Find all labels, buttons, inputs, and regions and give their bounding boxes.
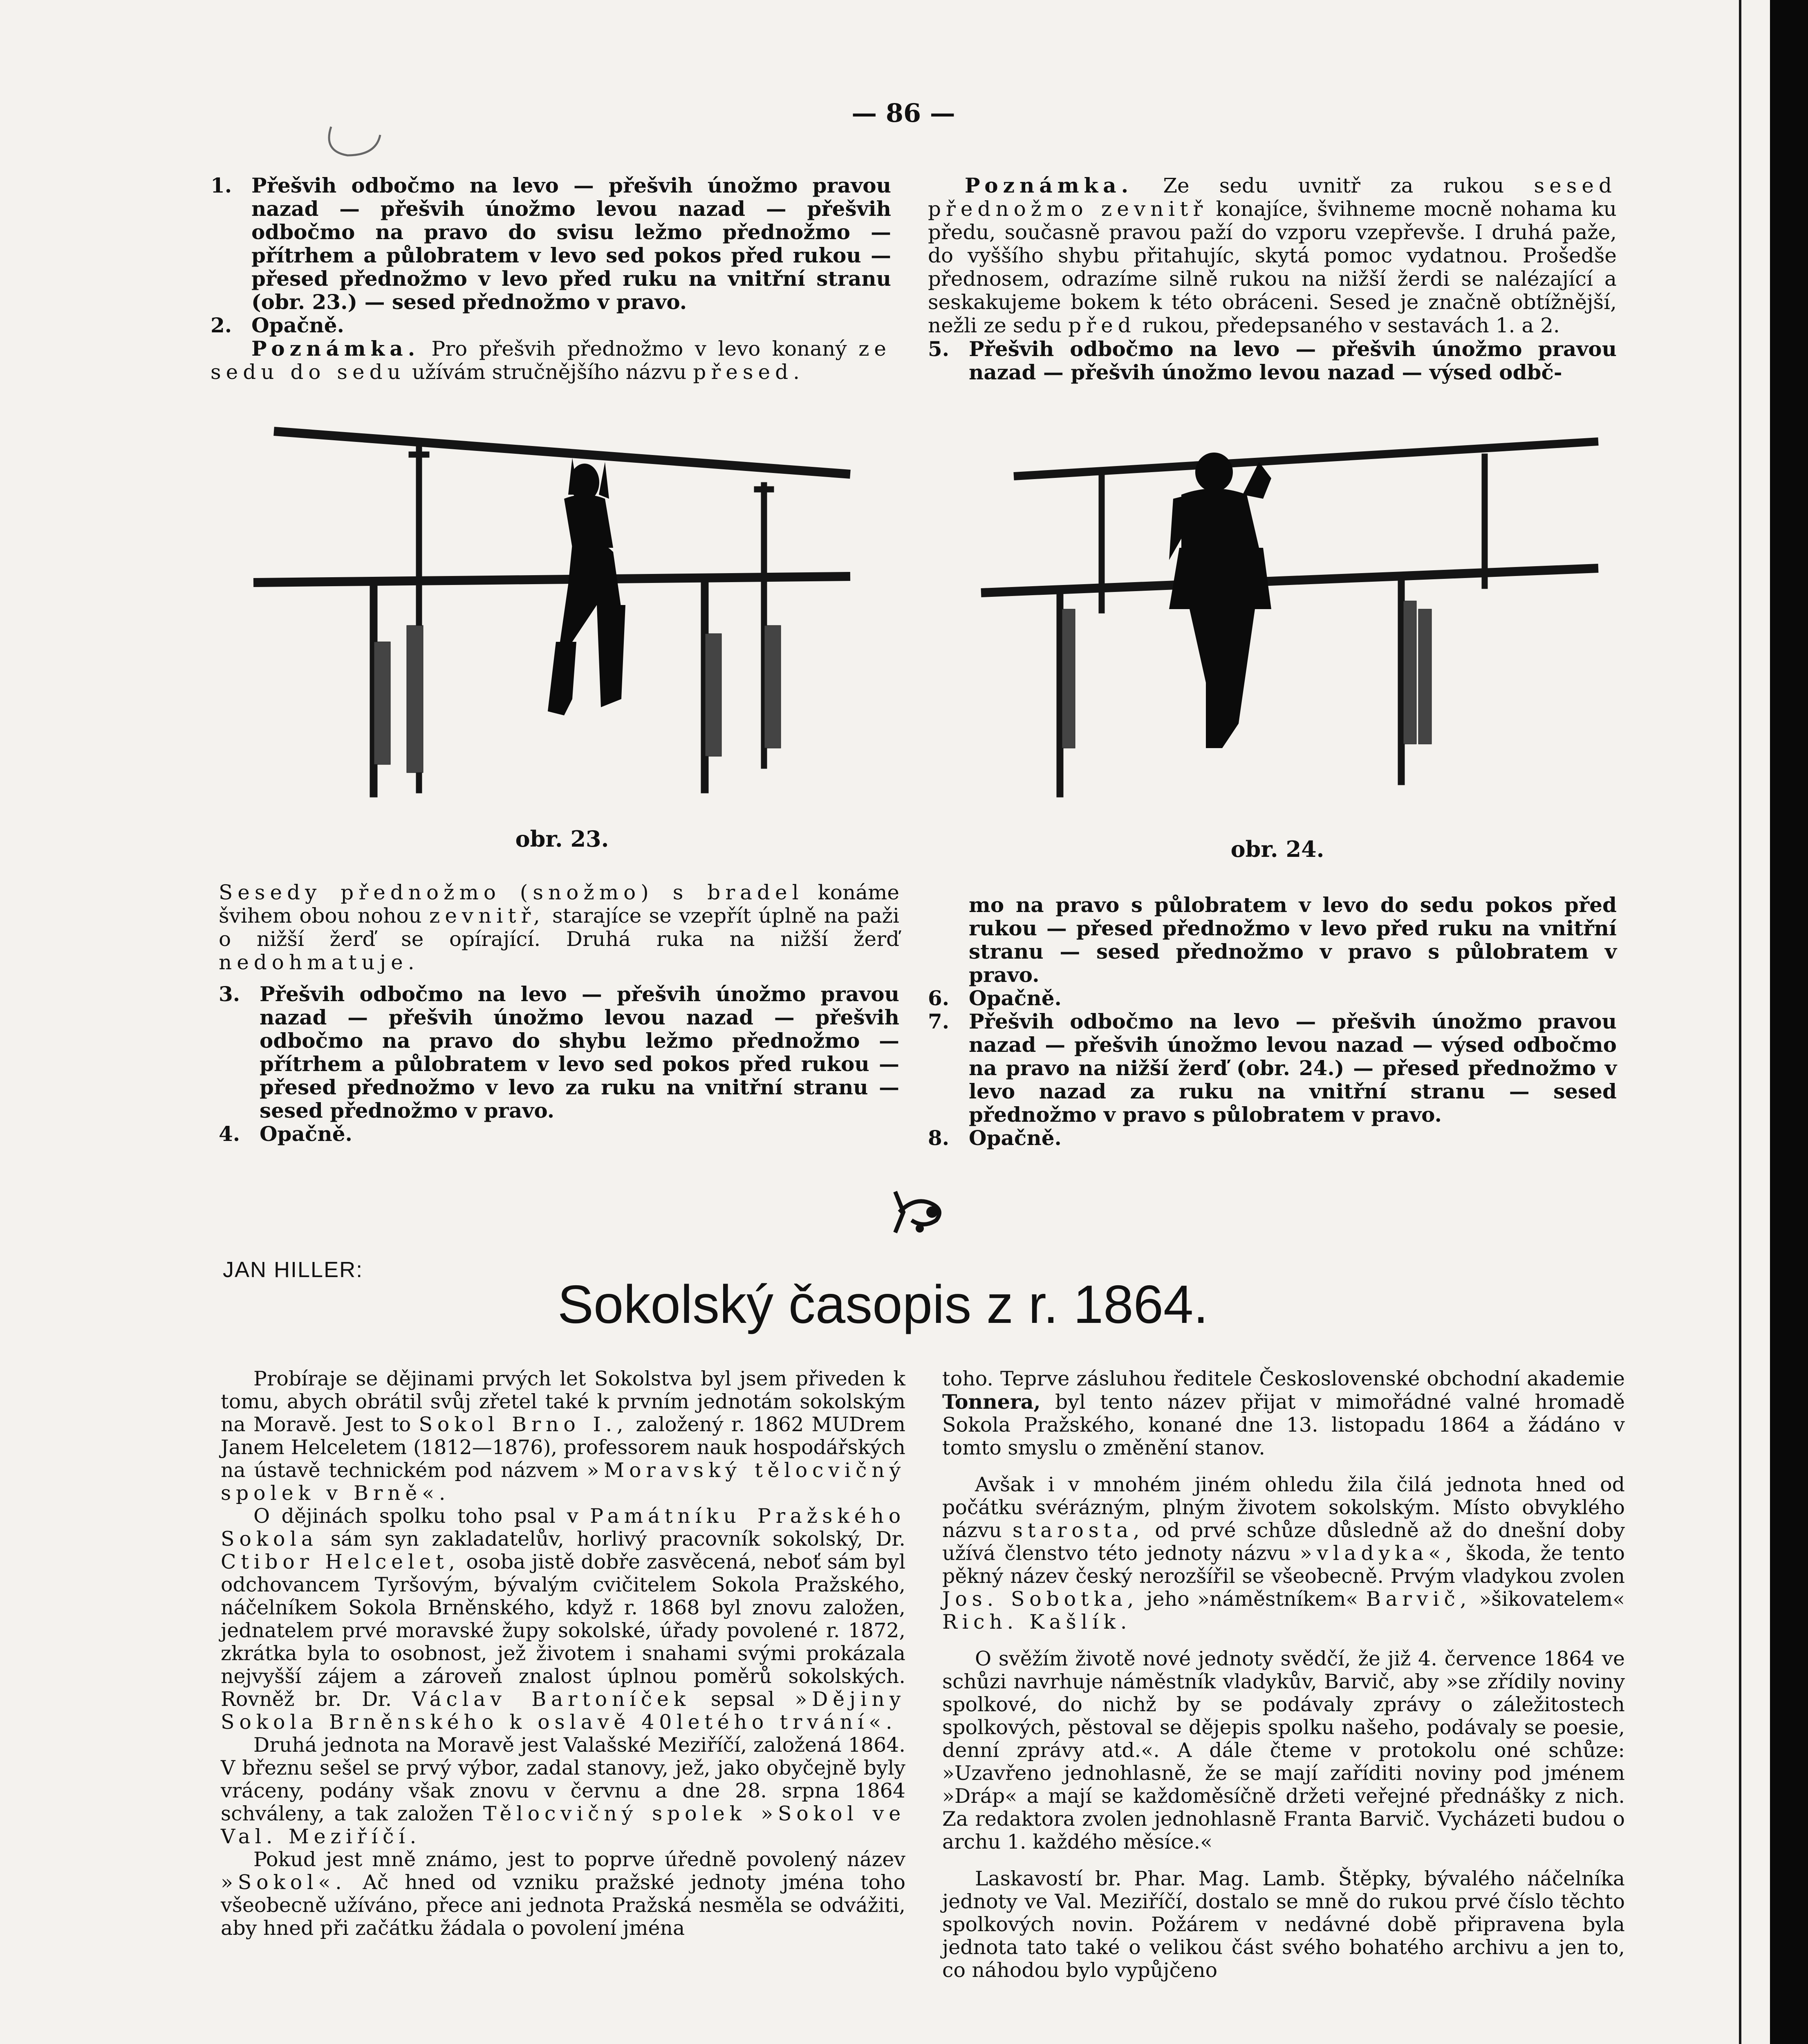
article-paragraph: toho. Teprve zásluhou ředitele Československé obchodní akademie Tonnera, byl tento název přijat v mimořádné valné hromadě Sokola Pražského, konané dne 13. listopadu 1864 a žádáno v tomto smyslu o změnění stanov. bbox=[942, 1367, 1625, 1459]
exercise-item-1: 1. Přešvih odbočmo na levo — přešvih únožmo pravou nazad — přešvih únožmo levou nazad — přešvih odbočmo na pravo do svisu ležmo přednožmo — přítrhem a půlobratem v levo sed pokos před rukou — přesed přednožmo v levo před ruku na vnitřní stranu (obr. 23.) — sesed přednožmo v pravo. bbox=[211, 173, 891, 314]
article-paragraph: Avšak i v mnohém jiném ohledu žila čilá jednota hned od počátku svérázným, plným životem sokolským. Místo obvyklého názvu starosta, od prvé schůze důsledně až do dnešní doby užívá členstvo této jednoty názvu »vladyka«, škoda, že tento pěkný název český nerozšířil se všeobecně. Prvým vladykou zvolen Jos. Sobotka, jeho »náměstníkem« Barvič, »šikovatelem« Rich. Kašlík. bbox=[942, 1473, 1625, 1634]
exercise-item-4: 4. Opačně. bbox=[219, 1122, 352, 1146]
article-paragraph: O svěžím životě nové jednoty svědčí, že již 4. července 1864 ve schůzi navrhuje náměstník vladykův, Barvič, aby »se zřídily noviny spolkové, do nichž by se podávaly zprávy o záležitostech spolkových, pěstoval se dějepis spolku našeho, podávaly se poesie, denní zprávy atd.«. A dále čteme v protokolu oné schůze: »Uzavřeno jednohlasně, že se mají zaříditi noviny pod jménem »Dráp« a mají se každoměsíčně držeti veřejné přednášky z nich. Za redaktora zvolen jednohlasně Franta Barvič. Vycházeti budou o archu 1. každého měsíce.« bbox=[942, 1647, 1625, 1853]
parallel-bars-24 bbox=[981, 442, 1598, 797]
exercise-item-3: 3. Přešvih odbočmo na levo — přešvih únožmo pravou nazad — přešvih únožmo levou nazad — přešvih odbočmo na pravo do shybu ležmo přednožmo — přítrhem a půlobratem v levo sed pokos před rukou — přesed přednožmo v levo za ruku na vnitřní stranu — sesed přednožmo v pravo. bbox=[219, 982, 899, 1123]
exercises-left-column bbox=[211, 174, 891, 384]
exercise-item-6: 6. Opačně. bbox=[928, 986, 1062, 1010]
article-left-column bbox=[221, 1367, 905, 1940]
article-paragraph: Laskavostí br. Phar. Mag. Lamb. Štěpky, bývalého náčelníka jednoty ve Val. Meziříčí, dostalo se mně do rukou prvé číslo těchto spolkových novin. Požárem v nedávné době připravena byla jednota tato také o velikou část svého bohatého archivu a jen to, co náhodou bylo vypůjčeno bbox=[942, 1867, 1625, 1982]
article-paragraph: O dějinách spolku toho psal v Památníku Pražského Sokola sám syn zakladatelův, horlivý pracovník sokolský, Dr. Ctibor Helcelet, osoba jistě dobře zasvěcená, neboť sám byl odchovancem Tyršovým, bývalým cvičitelem Sokola Pražského, náčelníkem Sokola Brněnského, když r. 1868 byl znovu založen, jednatelem prvé moravské župy sokolské, úřady povolené r. 1872, zkrátka byla to osobnost, jež životem i snahami svými prokázala nejvyšší zájem a zároveň znalost úplnou poměrů sokolských. Rovněž br. Dr. Václav Bartoníček sepsal »Dějiny Sokola Brněnského k oslavě 40letého trvání«. bbox=[221, 1504, 906, 1734]
exercise-item-8: 8. Opačně. bbox=[928, 1126, 1062, 1150]
parallel-bars-23 bbox=[253, 431, 850, 797]
scan-border-strip bbox=[1770, 0, 1808, 2044]
article-author: JAN HILLER: bbox=[223, 1257, 363, 1282]
sesedy-paragraph: Sesedy přednožmo (snožmo) s bradel konáme švihem obou nohou zevnitř, starajíce se vzepřít úplně na paži o nižší žerď se opírající. Druhá ruka na nižší žerď nedohmatuje. bbox=[219, 881, 899, 974]
note-paragraph: Poznámka. Pro přešvih přednožmo v levo konaný ze sedu do sedu užívám stručnějšího názvu přesed. bbox=[211, 336, 891, 384]
scan-blemish-mark bbox=[323, 110, 388, 164]
note-paragraph-right: Poznámka. Ze sedu uvnitř za rukou sesed přednožmo zevnitř konajíce, švihneme mocně nohama ku předu, současně pravou paží do vzporu vzepřevše. I druhá paže, do vyššího shybu přitahujíc, skytá pomoc vydatnou. Prošedše přednosem, odrazíme silně rukou na nižší žerdi se nalézající a seskakujeme bokem k této obráceni. Sesed je značně obtížnější, nežli ze sedu před rukou, předepsaného v sestavách 1. a 2. bbox=[928, 173, 1617, 337]
below-figure-24-column bbox=[928, 893, 1617, 1150]
article-title: Sokolský časopis z r. 1864. bbox=[557, 1274, 1209, 1334]
page-number: — 86 — bbox=[851, 98, 955, 128]
gymnast-figure-24 bbox=[1169, 453, 1271, 748]
exercise-item-7: 7. Přešvih odbočmo na levo — přešvih únožmo pravou nazad — přešvih únožmo levou nazad — výsed odbočmo na pravo na nižší žerď (obr. 24.) — přesed přednožmo v levo nazad za ruku na vnitřní stranu — sesed přednožmo v pravo s půlobratem v pravo. bbox=[928, 1009, 1617, 1127]
exercise-item-5b: mo na pravo s půlobratem v levo do sedu pokos před rukou — přesed přednožmo v levo před ruku na vnitřní stranu — sesed přednožmo v pravo s půlobratem v pravo. bbox=[969, 893, 1617, 987]
article-right-column bbox=[942, 1367, 1625, 1982]
exercises-right-column bbox=[928, 174, 1617, 384]
below-figure-23-column bbox=[219, 881, 899, 1145]
figure-23-parallel-bars bbox=[245, 413, 858, 814]
exercise-item-2: 2. Opačně. bbox=[211, 313, 344, 337]
figure-24-parallel-bars bbox=[977, 437, 1615, 805]
article-paragraph: Druhá jednota na Moravě jest Valašské Meziříčí, založená 1864. V březnu sešel se prvý výbor, zadal stanovy, jež, jako obyčejně byly vráceny, podány však znovu v červnu a dne 28. srpna 1864 schváleny, a tak založen Tělocvičný spolek »Sokol ve Val. Meziříčí. bbox=[221, 1733, 906, 1848]
figure-23-caption: obr. 23. bbox=[515, 826, 609, 852]
section-ornament-icon bbox=[887, 1188, 952, 1241]
exercise-item-5a: 5. Přešvih odbočmo na levo — přešvih únožmo pravou nazad — přešvih únožmo levou nazad — výsed odbč- bbox=[928, 337, 1617, 384]
figure-24-caption: obr. 24. bbox=[1230, 836, 1324, 862]
article-paragraph: Probíraje se dějinami prvých let Sokolstva byl jsem přiveden k tomu, abych obrátil svůj zřetel také k prvním jednotám sokolským na Moravě. Jest to Sokol Brno I., založený r. 1862 MUDrem Janem Helceletem (1812—1876), professorem nauk hospodářských na ústavě technickém pod názvem »Moravský tělocvičný spolek v Brně«. bbox=[221, 1367, 906, 1505]
scan-edge-line bbox=[1739, 0, 1741, 2044]
article-paragraph: Pokud jest mně známo, jest to poprve úředně povolený název »Sokol«. Ač hned od vzniku pražské jednoty jména toho všeobecně užíváno, přece ani jednota Pražská nesměla se odvážiti, aby hned při začátku žádala o povolení jména bbox=[221, 1848, 905, 1940]
gymnast-figure-23 bbox=[548, 458, 625, 715]
